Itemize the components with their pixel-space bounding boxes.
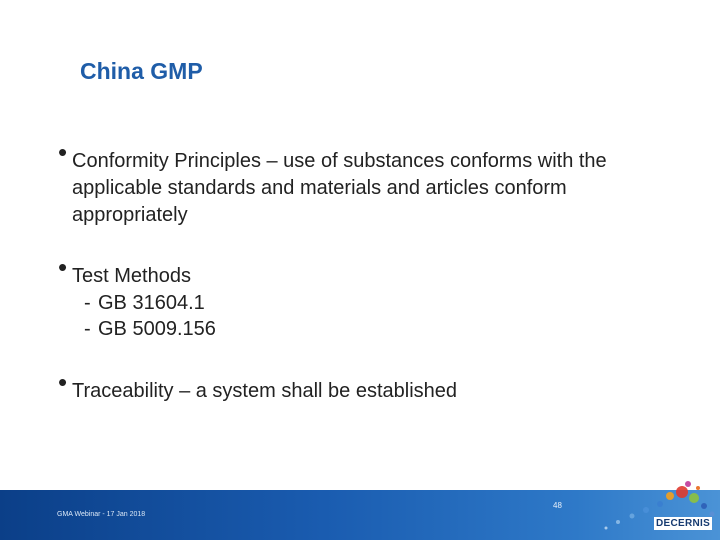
bullet-dot-icon: •	[58, 252, 68, 282]
bullet-item-test-methods	[58, 252, 678, 342]
bullet-text: Test Methods	[72, 265, 191, 287]
footer-text: GMA Webinar - 17 Jan 2018	[57, 511, 146, 518]
dash-icon: -	[84, 292, 91, 314]
bullet-item-traceability	[58, 367, 678, 405]
sub-bullet-text: GB 5009.156	[98, 318, 216, 340]
bullet-dot-icon: •	[58, 137, 68, 167]
slide-title: China GMP	[80, 58, 203, 84]
sub-bullet-text: GB 31604.1	[98, 292, 205, 314]
dash-icon: -	[84, 318, 91, 340]
sub-bullet-item	[72, 316, 678, 342]
bullet-text: Conformity Principles – use of substances conforms with the applicable standards and materials and articles conform appropriately	[72, 150, 607, 226]
decernis-logo-text: DECERNIS	[656, 518, 711, 529]
bullet-item-conformity	[58, 137, 678, 229]
sub-bullet-item	[72, 290, 678, 316]
bullet-list	[58, 137, 678, 405]
bullet-text: Traceability – a system shall be established	[72, 380, 457, 402]
bullet-dot-icon: •	[58, 367, 68, 397]
page-number: 48	[553, 501, 562, 510]
